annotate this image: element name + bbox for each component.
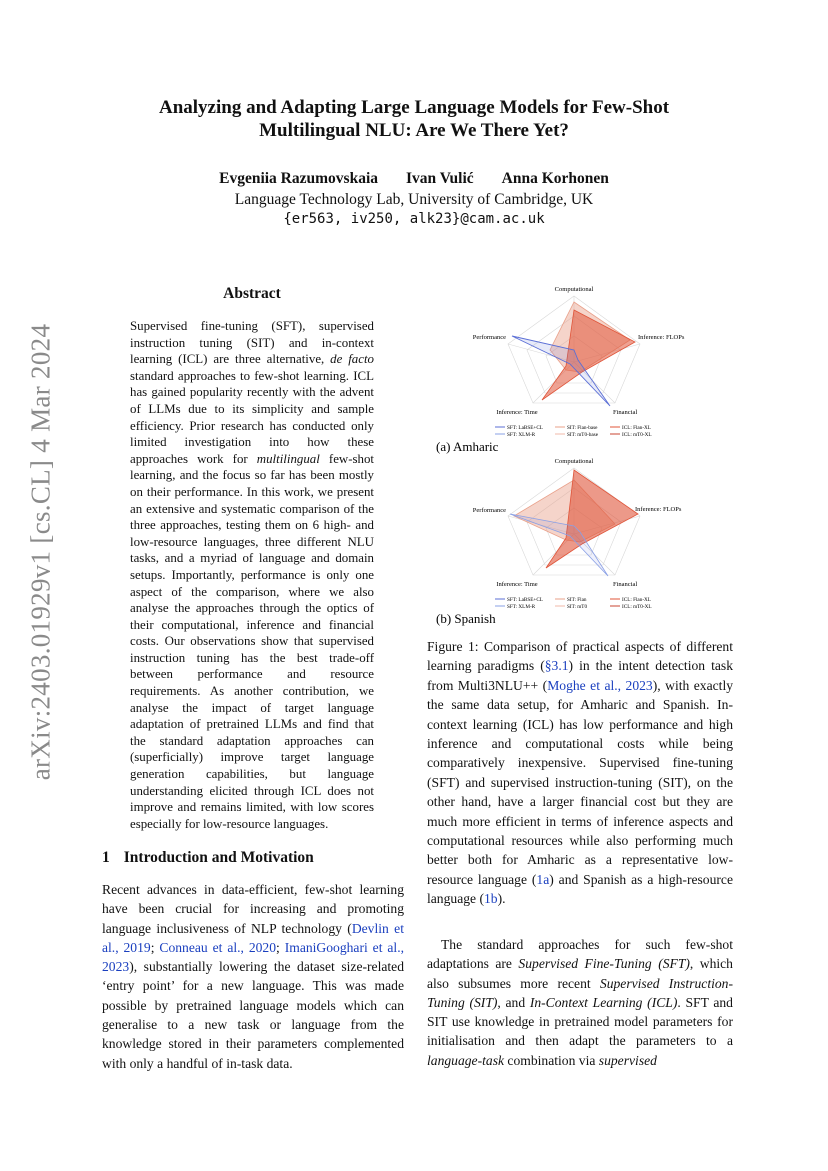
svg-text:SIT: Flan-base: SIT: Flan-base: [567, 425, 598, 431]
author: Ivan Vulić: [406, 170, 474, 187]
svg-text:ICL: mT0-XL: ICL: mT0-XL: [622, 604, 652, 610]
figure-radar-charts: [430, 280, 730, 640]
legend: [495, 597, 652, 610]
figure-link[interactable]: 1a: [536, 871, 550, 887]
svg-text:SFT: LaBSE+CL: SFT: LaBSE+CL: [507, 425, 543, 431]
author: Evgeniia Razumovskaia: [219, 170, 378, 187]
axis-label: Computational: [554, 286, 594, 293]
radar-chart-amharic: [436, 286, 685, 454]
intro-paragraph: Recent advances in data-efficient, few-shot learning have been crucial for increasing and promoting language inclusiveness of NLP technology (Devlin et al., 2019; Conneau et al., 2020; ImaniGooghari et al., 2023), substantially lowering the dataset size-related ‘entry point’ for a new language. This was made possible by pretrained language models which can generalise to a new task or language from the knowledge stored in their parameters complemented with only a handful of in-task data.: [102, 882, 404, 1071]
axis-label: Financial: [613, 581, 638, 588]
svg-text:SIT: Flan: SIT: Flan: [567, 597, 587, 603]
citation-link[interactable]: ImaniGooghari et al., 2023: [102, 939, 404, 975]
body-paragraph: The standard approaches for such few-shot adaptations are Supervised Fine-Tuning (SFT), which also subsumes more recent Supervised Instruction-Tuning (SIT), and In-Context Learning (ICL). SFT and SIT use knowledge in pretrained model parameters for initialisation and then adapt the parameters to a language-task combination via supervised: [427, 937, 733, 1068]
axis-label: Inference: FLOPs: [638, 334, 685, 341]
axis-label: Performance: [472, 334, 506, 341]
paper-title: Analyzing and Adapting Large Language Models for Few-Shot Multilingual NLU: Are We There Yet?: [158, 97, 670, 141]
section-link[interactable]: §3.1: [544, 658, 569, 674]
axis-label: Inference: FLOPs: [635, 506, 682, 513]
subfigure-label: (b) Spanish: [436, 611, 496, 626]
svg-text:ICL: Flan-XL: ICL: Flan-XL: [622, 425, 651, 431]
figure-link[interactable]: 1b: [484, 891, 498, 907]
radar-chart-spanish: [436, 458, 682, 626]
svg-text:SIT: mT0: SIT: mT0: [567, 604, 588, 610]
axis-label: Inference: Time: [496, 581, 538, 588]
arxiv-stamp: arXiv:2403.01929v1 [cs.CL] 4 Mar 2024: [25, 323, 56, 781]
citation-link[interactable]: Conneau et al., 2020: [159, 939, 277, 955]
svg-text:SIT: mT0-base: SIT: mT0-base: [567, 432, 599, 438]
legend: [495, 425, 652, 438]
svg-text:SFT: XLM-R: SFT: XLM-R: [507, 604, 536, 610]
svg-text:ICL: Flan-XL: ICL: Flan-XL: [622, 597, 651, 603]
abstract-heading: Abstract: [223, 285, 281, 302]
svg-text:SFT: XLM-R: SFT: XLM-R: [507, 432, 536, 438]
citation-link[interactable]: Moghe et al., 2023: [547, 677, 653, 693]
author-list: [0, 170, 828, 188]
abstract-text: Supervised fine-tuning (SFT), supervised instruction tuning (SIT) and in-context learning (ICL) are three alternative, de facto standard approaches to few-shot learning. ICL has gained popularity recently with the advent of LLMs due to its simplicity and sample efficiency. Prior research has conducted only limited investigation into how these approaches work for multilingual few-shot learning, and the focus so far has been mostly on their performance. In this work, we present an extensive and systematic comparison of the three approaches, testing them on 6 high- and low-resource languages, three different NLU tasks, and a myriad of language and domain setups. Importantly, performance is only one aspect of the comparison, where we also analyse the approaches through the optics of their computational, inference and financial costs. Our observations show that supervised instruction tuning has the best trade-off between performance and resource requirements. As another contribution, we analyse the impact of target language adaptation of pretrained LLMs and find that the standard adaptation approaches can (superficially) improve target language generation capabilities, but language understanding elicited through ICL does not improve and remains limited, with low scores especially for low-resource languages.: [130, 319, 375, 831]
email: {er563, iv250, alk23}@cam.ac.uk: [283, 211, 545, 227]
affiliation: Language Technology Lab, University of Cambridge, UK: [234, 191, 594, 208]
figure-caption: Figure 1: Comparison of practical aspects of different learning paradigms (§3.1) in the intent detection task from Multi3NLU++ (Moghe et al., 2023), with exactly the same data setup, for Amharic and Spanish. In-context learning (ICL) has low performance and high inference and computational costs while being comparatively inexpensive. Supervised fine-tuning (SFT) and supervised instruction-tuning (SIT), on the other hand, have a larger financial cost but they are much more efficient in terms of inference aspects and computational resources while also performing much better both for Amharic as a representative low-resource language (1a) and Spanish as a high-resource language (1b).: [427, 639, 734, 907]
subfigure-label: (a) Amharic: [436, 439, 499, 454]
svg-text:SFT: LaBSE+CL: SFT: LaBSE+CL: [507, 597, 543, 603]
author: Anna Korhonen: [501, 170, 609, 187]
section-heading: 1 Introduction and Motivation: [102, 849, 314, 866]
citation-link[interactable]: Devlin et al., 2019: [102, 920, 404, 955]
axis-label: Computational: [554, 458, 594, 465]
axis-label: Performance: [472, 507, 506, 514]
axis-label: Financial: [613, 409, 638, 416]
svg-text:ICL: mT0-XL: ICL: mT0-XL: [622, 432, 652, 438]
axis-label: Inference: Time: [496, 409, 538, 416]
